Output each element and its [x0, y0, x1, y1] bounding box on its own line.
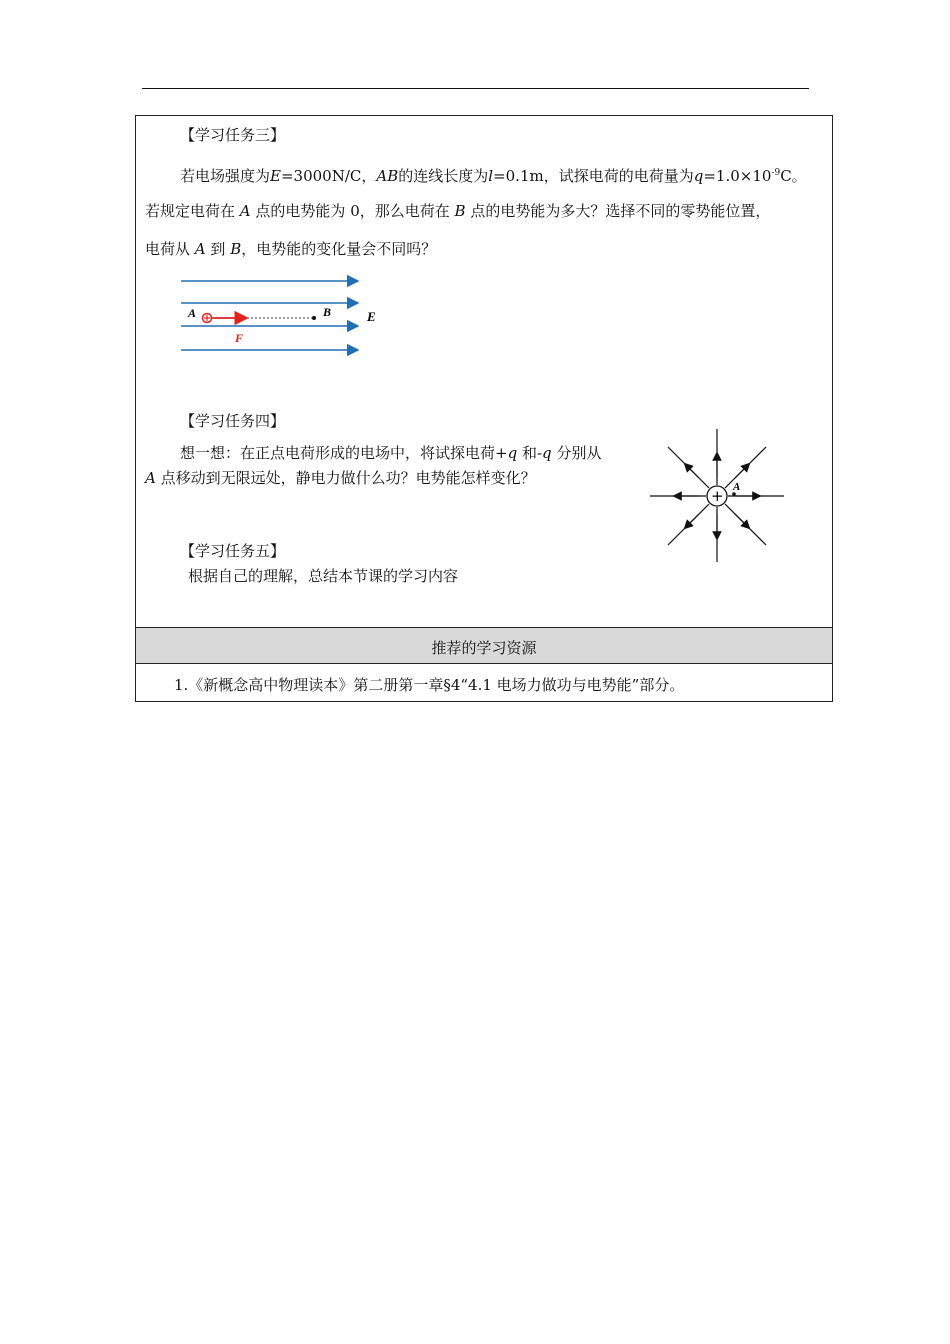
task3-line3: 电荷从 A 到 B，电势能的变化量会不同吗？ — [145, 240, 437, 258]
point-B — [312, 316, 316, 320]
point-charge-figure — [647, 428, 787, 564]
label-B: B — [323, 305, 332, 319]
task3-line2: 若规定电荷在 A 点的电势能为 0，那么电荷在 B 点的电势能为多大？选择不同的零势能位置， — [145, 202, 771, 220]
charge-sign: + — [711, 487, 724, 505]
task3-line1: 若电场强度为E=3000N/C，AB的连线长度为l=0.1m，试探电荷的电荷量为$q=1.0\times 10^{-9}C$。 — [180, 167, 807, 185]
task3-heading: 【学习任务三】 — [180, 126, 286, 144]
label-F: F — [235, 331, 244, 345]
uniform-field-figure — [176, 271, 396, 361]
content-table — [135, 115, 833, 702]
resources-title: 推荐的学习资源 — [431, 639, 537, 657]
resources-header — [136, 627, 832, 664]
task5-line: 根据自己的理解，总结本节课的学习内容 — [188, 567, 459, 585]
task4-line2: A 点移动到无限远处，静电力做什么功？电势能怎样变化？ — [145, 469, 536, 487]
label-A: A — [188, 306, 197, 320]
task4-heading: 【学习任务四】 — [180, 412, 286, 430]
header-rule — [142, 88, 809, 89]
task5-heading: 【学习任务五】 — [180, 542, 286, 560]
label-E: E — [367, 309, 376, 324]
resource-item[interactable]: 1.《新概念高中物理读本》第二册第一章§4“4.1 电场力做功与电势能”部分。 — [174, 676, 685, 694]
label-A2: A — [733, 481, 741, 493]
task4-line1: 想一想：在正点电荷形成的电场中，将试探电荷+q 和-q 分别从 — [180, 444, 602, 462]
